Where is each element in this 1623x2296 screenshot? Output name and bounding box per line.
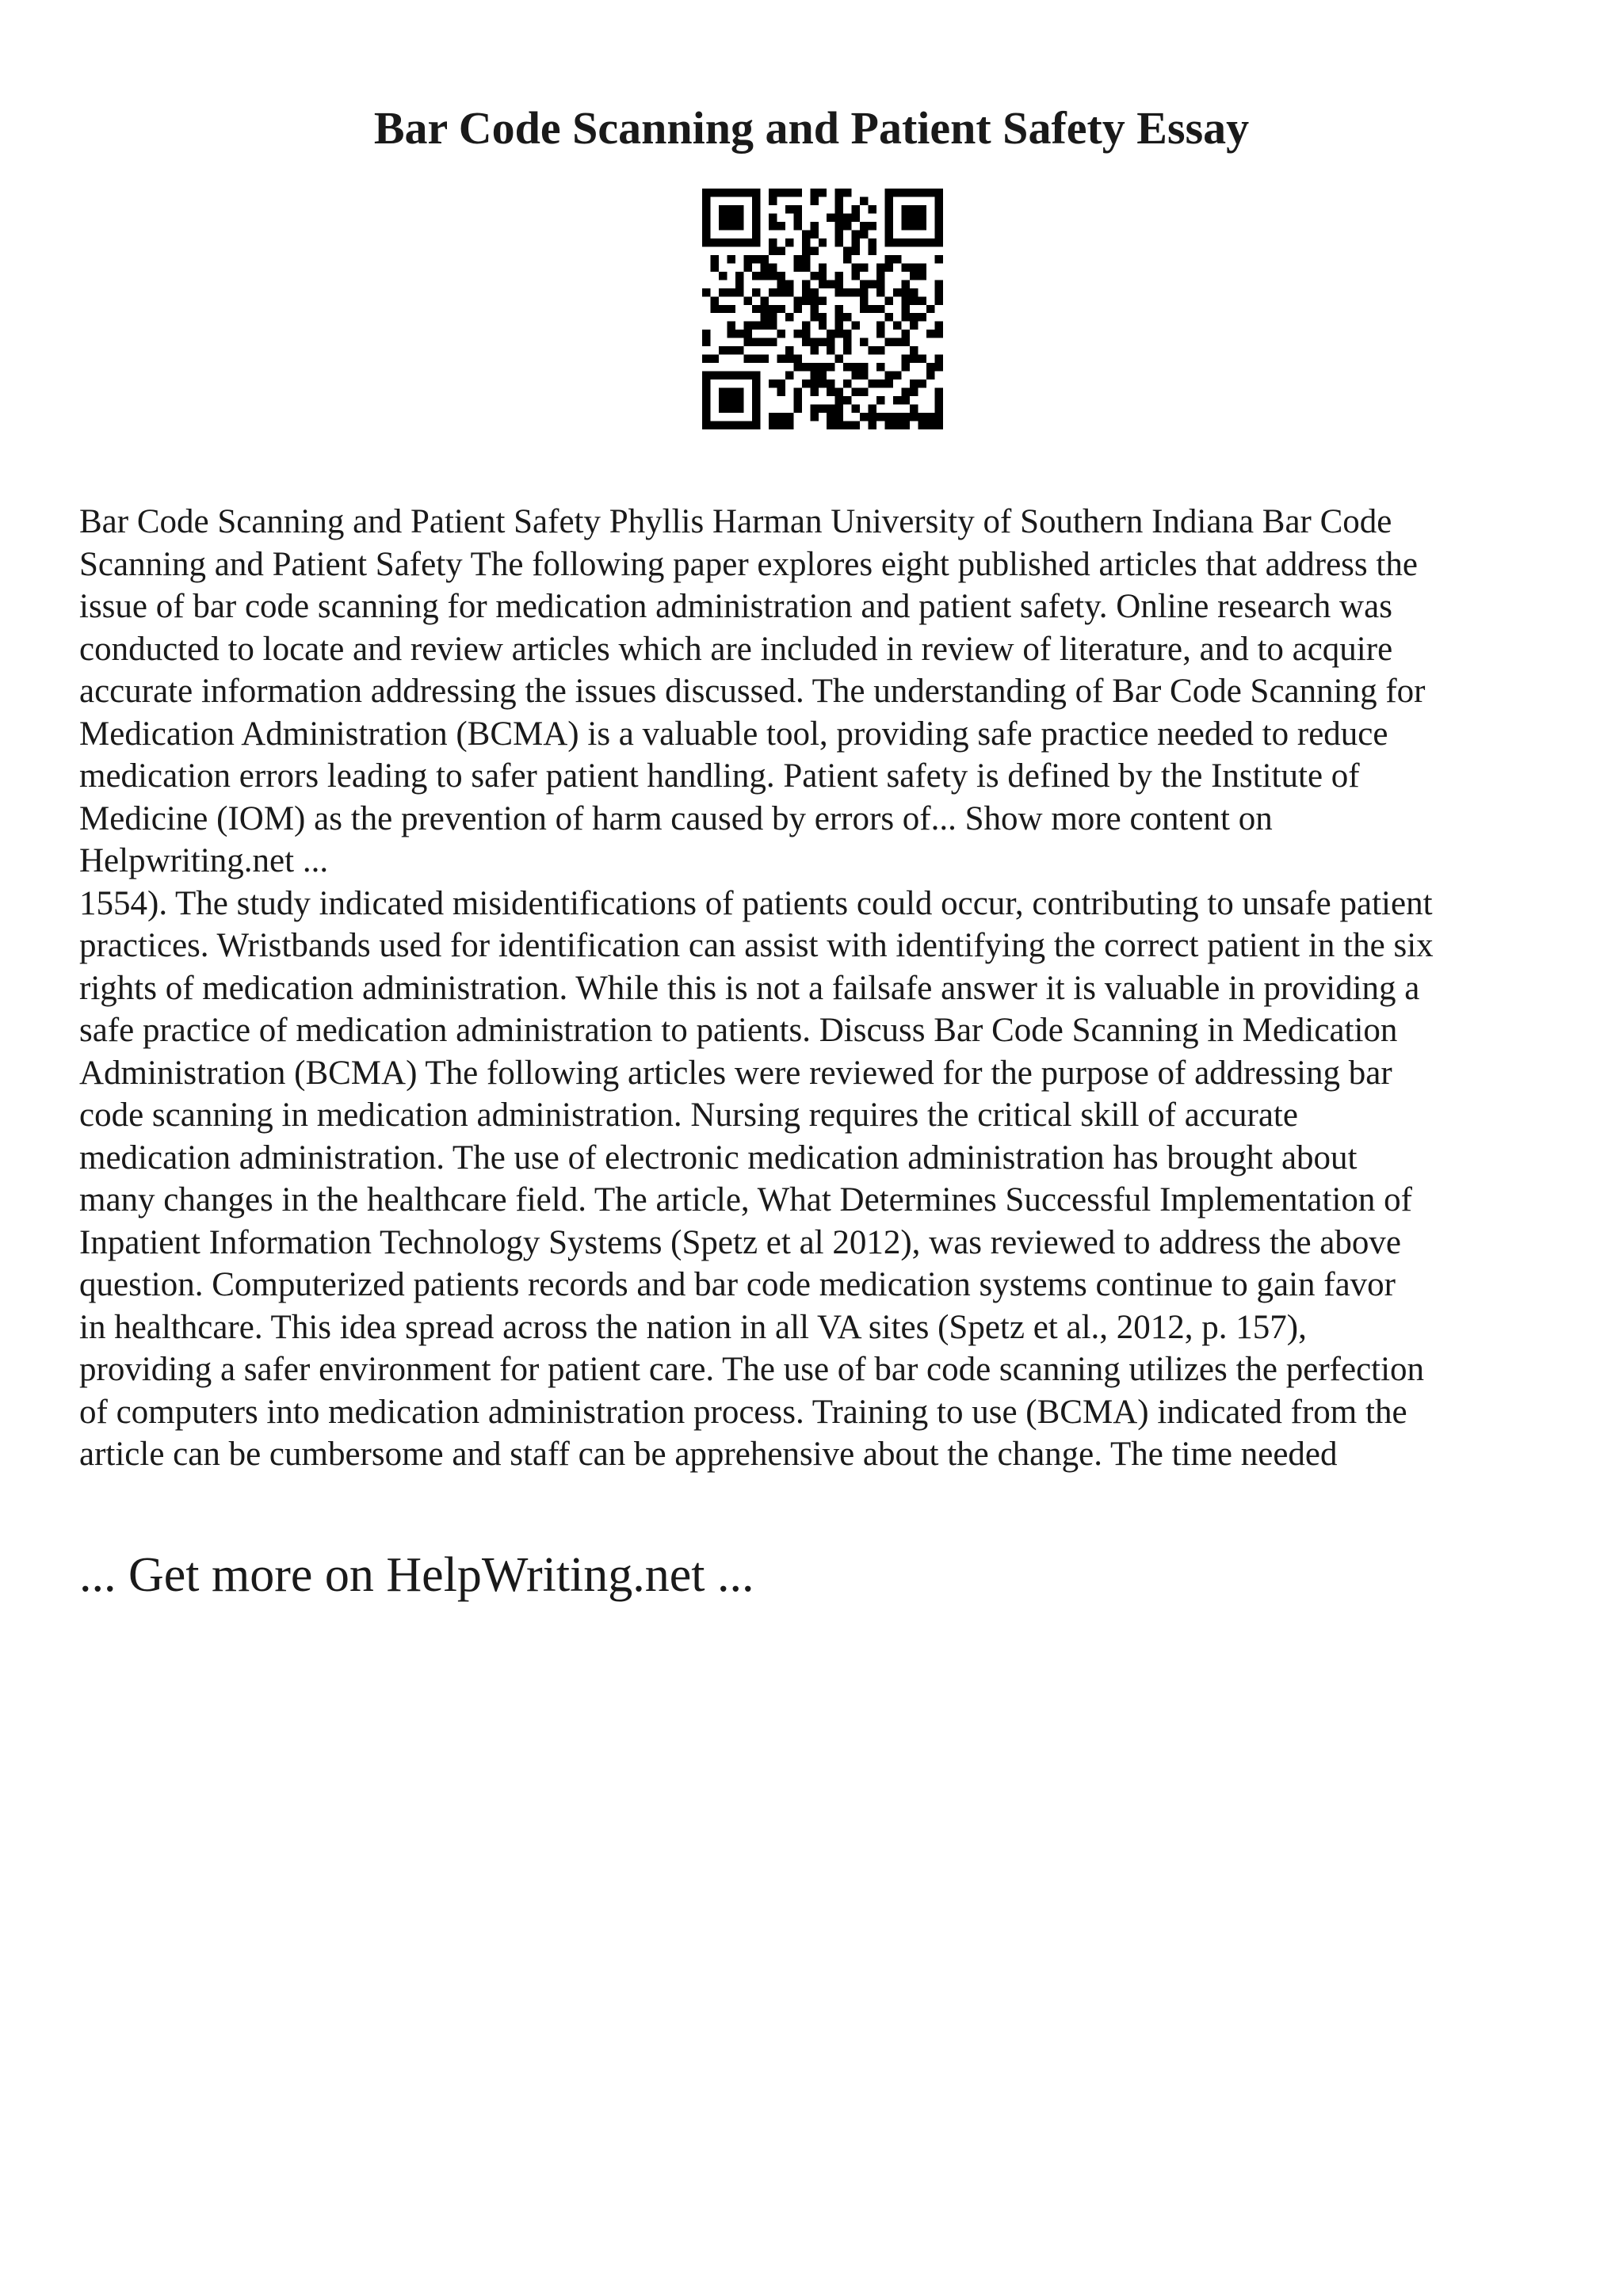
document-title: Bar Code Scanning and Patient Safety Essay	[373, 102, 1250, 154]
essay-excerpt	[79, 501, 1561, 1476]
essay-paragraph-1: Bar Code Scanning and Patient Safety Phyllis Harman University of Southern Indiana Bar Code Scanning and Patient Safety The following paper explores eight published articles that address the issue of bar code scanning for medication administration and patient safety. Online research was conducted to locate and review articles which are included in review of literature, and to acquire accurate information addressing the issues discussed. The understanding of Bar Code Scanning for Medication Administration (BCMA) is a valuable tool, providing safe practice needed to reduce medication errors leading to safer patient handling. Patient safety is defined by the Institute of Medicine (IOM) as the prevention of harm caused by errors of... Show more content on Helpwriting.net ...	[79, 503, 1426, 879]
qr-code-icon	[702, 189, 943, 429]
qr-code-graphic	[702, 189, 943, 429]
essay-paragraph-2: 1554). The study indicated misidentifications of patients could occur, contributing to unsafe patient practices. Wristbands used for identification can assist with identifying the correct patient in the six rights of medication administration. While this is not a failsafe answer it is valuable in providing a safe practice of medication administration to patients. Discuss Bar Code Scanning in Medication Administration (BCMA) The following articles were reviewed for the purpose of addressing bar code scanning in medication administration. Nursing requires the critical skill of accurate medication administration. The use of electronic medication administration has brought about many changes in the healthcare field. The article, What Determines Successful Implementation of Inpatient Information Technology Systems (Spetz et al 2012), was reviewed to address the above question. Computerized patients records and bar code medication systems continue to gain favor in healthcare. This idea spread across the nation in all VA sites (Spetz et al., 2012, p. 157), providing a safer environment for patient care. The use of bar code scanning utilizes the perfection of computers into medication administration process. Training to use (BCMA) indicated from the article can be cumbersome and staff can be apprehensive about the change. The time needed	[79, 884, 1434, 1473]
get-more-link[interactable]: ... Get more on HelpWriting.net ...	[79, 1548, 754, 1602]
